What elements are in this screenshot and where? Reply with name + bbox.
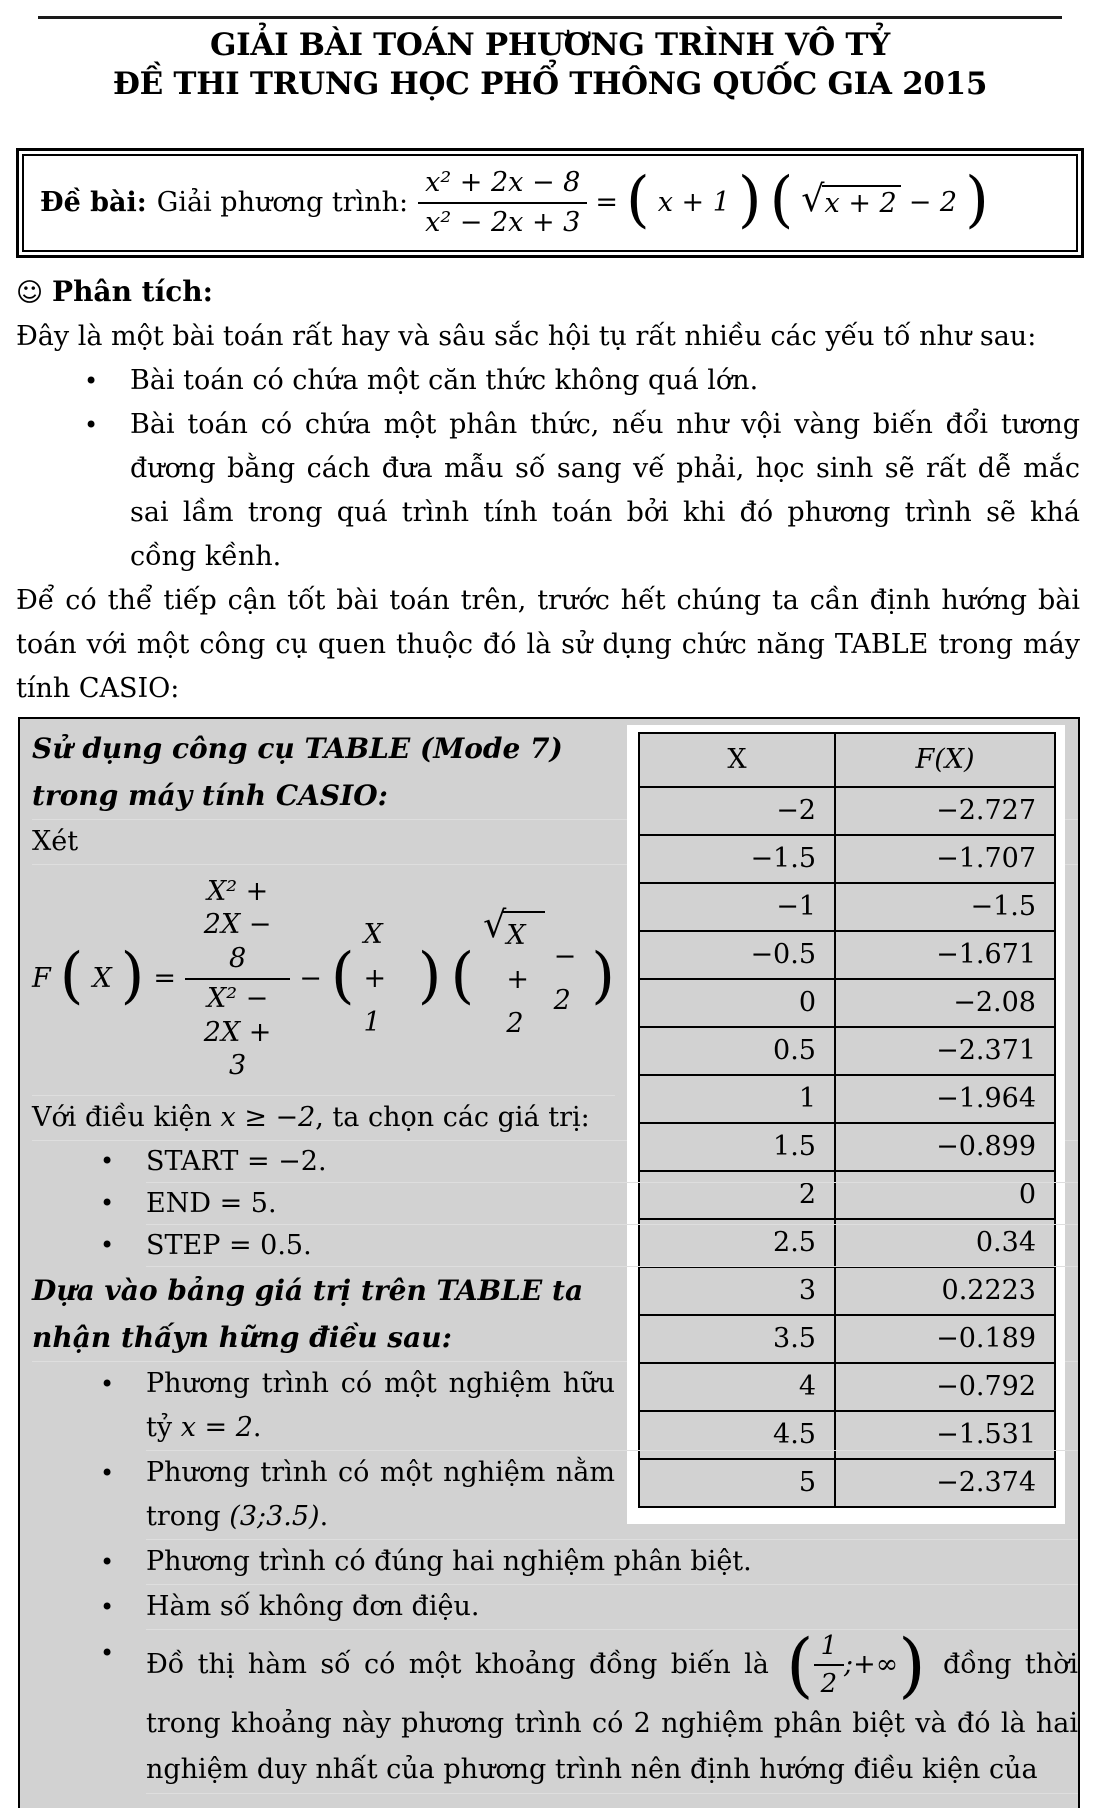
equals-sign: = xyxy=(595,187,618,219)
open-paren: ( xyxy=(786,1624,814,1707)
analysis-heading xyxy=(16,270,1080,315)
list-item: • Bài toán có chứa một căn thức không quá lớn. xyxy=(130,359,1080,403)
sqrt-expression xyxy=(801,176,900,221)
fraction-denominator: X² − 2X + 3 xyxy=(203,982,272,1082)
cell-fx-value: −2.08 xyxy=(835,979,1055,1027)
observation-tail: . xyxy=(252,1412,262,1443)
cell-x-value: 3.5 xyxy=(639,1315,835,1363)
equals-sign: = xyxy=(153,962,176,994)
cell-fx-value: 0 xyxy=(835,1171,1055,1219)
problem-label: Đề bài: xyxy=(40,187,147,219)
table-row xyxy=(639,931,1055,979)
smiley-icon: ☺ xyxy=(16,277,44,308)
interval-fraction xyxy=(814,1630,844,1701)
title-line-1: GIẢI BÀI TOÁN PHƯƠNG TRÌNH VÔ TỶ xyxy=(209,27,890,63)
interval-prefix: Đồ thị hàm số có một khoảng đồng biến là xyxy=(146,1648,769,1680)
cell-fx-value: −2.374 xyxy=(835,1459,1055,1507)
interval-expression xyxy=(786,1624,926,1707)
fx-fraction xyxy=(185,875,290,1084)
cell-fx-value: −1.531 xyxy=(835,1411,1055,1459)
minus-sign: − xyxy=(299,962,322,994)
column-header-x: X xyxy=(639,733,835,787)
condition-math: x ≥ −2 xyxy=(220,1102,316,1133)
cell-x-value: 5 xyxy=(639,1459,835,1507)
fraction-lhs xyxy=(418,166,587,240)
table-row xyxy=(639,1267,1055,1315)
problem-equation: $\frac{\text{x² + 2x − 8}}{\text{x² − 2x + 3}}$ = ( x + 1 ) ( √ x + 2 − 2 ) xyxy=(418,166,989,240)
condition-suffix: , ta chọn các giá trị: xyxy=(315,1102,590,1133)
list-item: • Bài toán có chứa một phân thức, nếu như vội vàng biến đổi tương đương bằng cách đưa mẫu số sang vế phải, học sinh sẽ rất dễ mắc sai lầm trong quá trình tính toán bởi khi đó phương trình sẽ khá cồng kềnh. xyxy=(130,403,1080,579)
list-item-end: • END = 5. xyxy=(146,1183,1078,1225)
table-row xyxy=(639,787,1055,835)
sqrt-radicand: x + 2 xyxy=(822,185,901,219)
sqrt-expression xyxy=(483,903,544,1046)
observation-math: (3;3.5) xyxy=(229,1501,320,1532)
cell-fx-value: −0.189 xyxy=(835,1315,1055,1363)
analysis-intro: Đây là một bài toán rất hay và sâu sắc hội tụ rất nhiều các yếu tố như sau: xyxy=(16,320,1037,352)
list-item xyxy=(146,1362,1078,1451)
problem-box xyxy=(16,148,1084,258)
observation-math: x = 2 xyxy=(180,1412,253,1443)
fraction-denominator: x² − 2x + 3 xyxy=(425,206,581,238)
cell-x-value: 2 xyxy=(639,1171,835,1219)
cell-fx-value: −0.899 xyxy=(835,1123,1055,1171)
analysis-bullet-list xyxy=(16,359,1080,579)
cell-fx-value: −2.371 xyxy=(835,1027,1055,1075)
cell-x-value: 4.5 xyxy=(639,1411,835,1459)
cell-x-value: 2.5 xyxy=(639,1219,835,1267)
problem-statement xyxy=(22,154,1078,252)
page-title xyxy=(0,26,1100,104)
sqrt-radicand: X + 2 xyxy=(503,911,544,1046)
observation-tail: . xyxy=(319,1501,329,1532)
table-row xyxy=(639,883,1055,931)
factor-term: X + 1 xyxy=(363,918,387,1038)
observe-heading: Dựa vào bảng giá trị trên TABLE ta nhận thấyn hững điều sau: xyxy=(32,1267,1078,1362)
close-paren: ) xyxy=(898,1624,926,1707)
cell-x-value: −1 xyxy=(639,883,835,931)
list-item-step: • STEP = 0.5. xyxy=(146,1225,1078,1267)
sqrt-icon: √ xyxy=(801,176,825,220)
document-page xyxy=(0,16,1100,1785)
sqrt-icon: √ xyxy=(483,903,507,947)
title-line-2: ĐỀ THI TRUNG HỌC PHỔ THÔNG QUỐC GIA 2015 xyxy=(112,66,988,102)
table-row xyxy=(639,1027,1055,1075)
cell-x-value: 0 xyxy=(639,979,835,1027)
cell-fx-value: −0.792 xyxy=(835,1363,1055,1411)
cell-x-value: 1.5 xyxy=(639,1123,835,1171)
cell-x-value: 1 xyxy=(639,1075,835,1123)
casio-panel xyxy=(18,717,1080,1808)
factor-term: x + 1 xyxy=(657,187,730,219)
sqrt-tail: − 2 xyxy=(553,940,577,1016)
interval-infinity: ;+∞ xyxy=(844,1649,899,1681)
top-rule-divider xyxy=(38,16,1062,19)
table-row xyxy=(639,1315,1055,1363)
fraction-numerator: x² + 2x − 8 xyxy=(418,166,587,204)
cell-fx-value: −1.5 xyxy=(835,883,1055,931)
cell-x-value: −2 xyxy=(639,787,835,835)
table-header-row xyxy=(639,733,1055,787)
table-params-list xyxy=(32,1141,1078,1267)
list-item-start: • START = −2. xyxy=(146,1141,1078,1183)
list-item xyxy=(146,1451,1078,1540)
fraction-numerator: 1 xyxy=(814,1630,844,1666)
table-row xyxy=(639,979,1055,1027)
cell-fx-value: −1.964 xyxy=(835,1075,1055,1123)
cell-fx-value: −1.671 xyxy=(835,931,1055,979)
cell-x-value: 3 xyxy=(639,1267,835,1315)
analysis-closing: Để có thể tiếp cận tốt bài toán trên, trước hết chúng ta cần định hướng bài toán với một công cụ quen thuộc đó là sử dụng chức năng TABLE trong máy tính CASIO: xyxy=(16,584,1080,704)
analysis-section xyxy=(16,270,1080,711)
sqrt-tail: − 2 xyxy=(908,187,958,219)
fx-name: F xyxy=(32,962,51,994)
cell-fx-value: −2.727 xyxy=(835,787,1055,835)
cell-x-value: 4 xyxy=(639,1363,835,1411)
observation-text: Phương trình có một nghiệm nằm trong xyxy=(146,1457,615,1532)
cell-fx-value: −1.707 xyxy=(835,835,1055,883)
condition-prefix: Với điều kiện xyxy=(32,1102,212,1133)
observations-list xyxy=(32,1362,1078,1794)
problem-intro: Giải phương trình: xyxy=(156,187,409,219)
observation-text: Phương trình có một nghiệm hữu tỷ xyxy=(146,1368,615,1443)
table-row xyxy=(639,835,1055,883)
column-header-fx: F(X) xyxy=(835,733,1055,787)
list-item: • Phương trình có đúng hai nghiệm phân biệt. xyxy=(146,1540,1078,1585)
cell-x-value: −1.5 xyxy=(639,835,835,883)
cell-x-value: −0.5 xyxy=(639,931,835,979)
cell-x-value: 0.5 xyxy=(639,1027,835,1075)
casio-heading: Sử dụng công cụ TABLE (Mode 7) trong máy tính CASIO: xyxy=(32,725,1078,820)
list-item-interval xyxy=(146,1624,1078,1794)
list-item: • Hàm số không đơn điệu. xyxy=(146,1585,1078,1630)
fx-formula: F ( X ) = $\frac{\text{X² + 2X − 8}}{\text{X² − 2X + 3}}$ − ( X + 1 ) ( √ X + 2 − 2 ) xyxy=(32,865,615,1097)
interval-suffix: đồng thời trong khoảng này phương trình có 2 nghiệm phân biệt và đó là hai nghiệm duy nhất của phương trình nên định hướng điều kiện của xyxy=(146,1648,1078,1785)
cell-fx-value: 0.34 xyxy=(835,1219,1055,1267)
consider-label: Xét xyxy=(32,820,1078,865)
fraction-denominator: 2 xyxy=(820,1669,838,1700)
fraction-numerator: X² + 2X − 8 xyxy=(185,875,290,980)
analysis-heading-label: Phân tích: xyxy=(52,274,213,308)
fx-var: X xyxy=(92,962,112,994)
cell-fx-value: 0.2223 xyxy=(835,1267,1055,1315)
table-row xyxy=(639,1075,1055,1123)
